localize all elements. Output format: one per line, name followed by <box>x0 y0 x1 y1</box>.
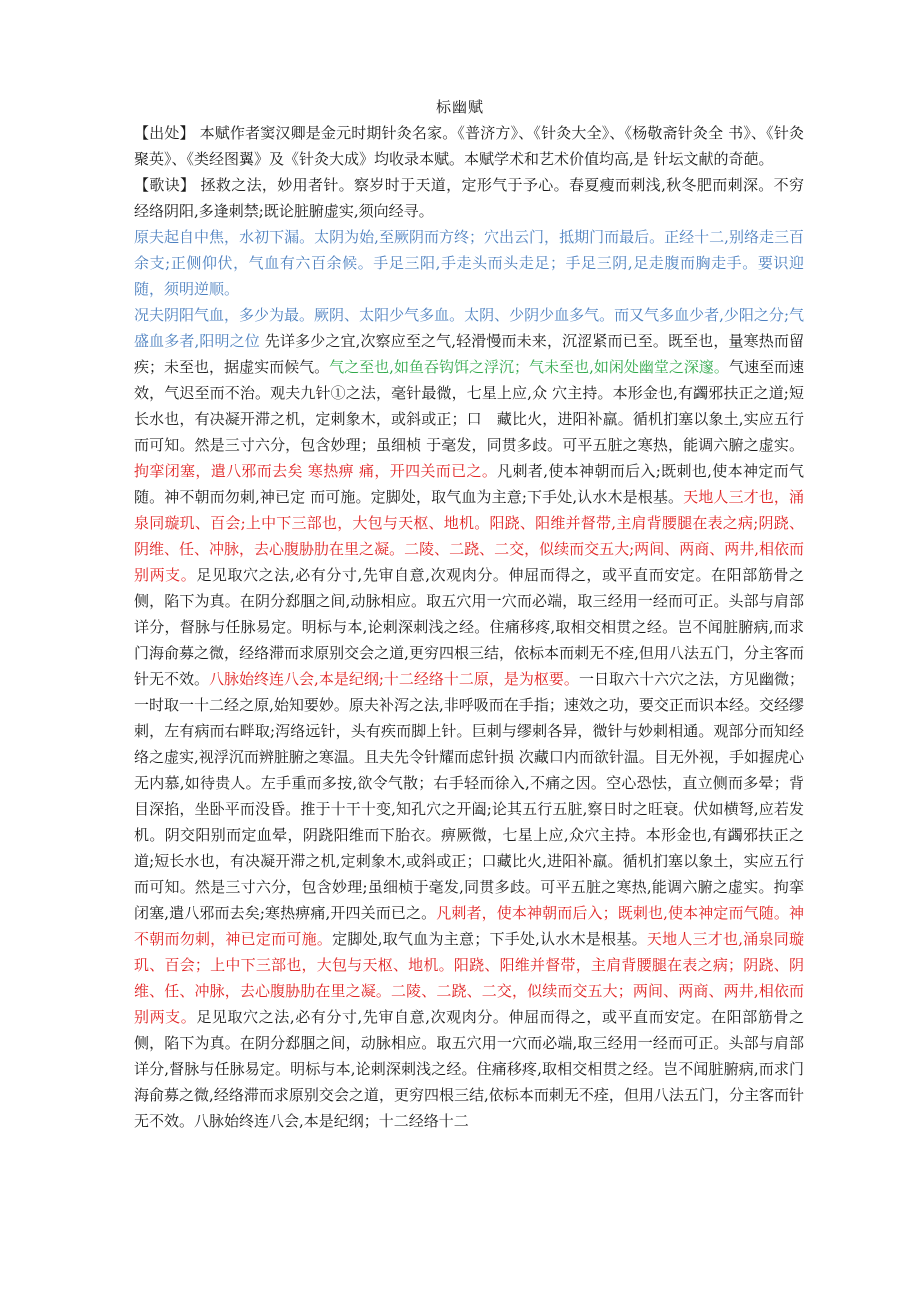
text-segment: 【出处】 本赋作者窦汉卿是金元时期针灸名家。《普济方》、《针灸大全》、《杨敬斋针灸全 书》、《针灸聚英》、《类经图翼》及《针灸大成》均收录本赋。本赋学术和艺术价值均高,是 针坛文献的奇葩。 <box>134 124 804 168</box>
text-segment: 气之至也,如鱼吞钩饵之浮沉；气未至也,如闲处幽堂之深邃。 <box>329 358 729 376</box>
paragraph <box>134 224 804 302</box>
text-segment: 天地人三才也,涌泉同璇玑、百会；上中下三部也，大包与天枢、地机。阳跷、阳维并督带，主肩背腰腿在表之病；阴跷、阴维、任、冲脉，去心腹胁肋在里之凝。二陵、二跷、二交，似续而交五大；两间、两商、两井,相依而别两支。 <box>134 930 804 1026</box>
text-segment: 拘挛闭塞，遣八邪而去矣 寒热痹 痛，开四关而已之。 <box>134 462 498 480</box>
text-segment: 凡刺者,使本神朝而后入;既刺也,使本神定而气随。神不朝而勿刺,神已定 而可施。定脚处，取气血为主意;下手处,认水木是根基。 <box>134 462 805 506</box>
text-segment: 先详多少之宜,次察应至之气,轻滑慢而未来，沉涩紧而已至。既至也，量寒热而留疾；未至也，据虚实而候气。 <box>134 332 804 376</box>
paragraph <box>134 120 804 172</box>
text-segment: 定脚处,取气血为主意；下手处,认水木是根基。 <box>332 930 647 948</box>
document-title: 标幽赋 <box>435 98 484 116</box>
text-segment: 天地人三才也，涌泉同璇玑、百会;上中下三部也，大包与天枢、地机。阳跷、阳维并督带,主肩背腰腿在表之病;阴跷、阴维、任、冲脉，去心腹胁肋在里之凝。二陵、二跷、二交，似续而交五大;两间、两商、两井,相依而别两支。 <box>134 488 804 584</box>
paragraph <box>134 172 804 224</box>
text-segment: 足见取穴之法,必有分寸,先审自意,次观肉分。伸屈而得之，或平直而安定。在阳部筋骨之侧，陷下为真。在阴分郄腘之间，动脉相应。取五穴用一穴而必端,取三经用一经而可正。头部与肩部详分,督脉与任脉易定。明标与本,论刺深刺浅之经。住痛移疼,取相交相贯之经。岂不闻脏腑病,而求门海俞募之微,经络滞而求原别交会之道，更穷四根三结,依标本而刺无不痊，但用八法五门，分主客而针无不效。八脉始终连八会,本是纪纲；十二经络十二 <box>134 1008 804 1130</box>
text-segment: 足见取穴之法,必有分寸,先审自意,次观肉分。伸屈而得之，或平直而安定。在阳部筋骨之侧，陷下为真。在阴分郄腘之间,动脉相应。取五穴用一穴而必端，取三经用一经而可正。头部与肩部详分，督脉与任脉易定。明标与本,论刺深刺浅之经。住痛移疼,取相交相贯之经。岂不闻脏腑病,而求门海俞募之微，经络滞而求原别交会之道,更穷四根三结，依标本而刺无不痊,但用八法五门，分主客而针无不效。 <box>134 566 804 688</box>
text-segment: 【歌诀】 拯救之法，妙用者针。察岁时于天道，定形气于予心。春夏瘦而刺浅,秋冬肥而刺深。不穷 经络阴阳,多逢刺禁;既论脏腑虚实,须向经寻。 <box>134 176 804 220</box>
text-segment: 原夫起自中焦，水初下漏。太阴为始,至厥阴而方终；穴出云门，抵期门而最后。正经十二,别络走三百余支;正侧仰伏，气血有六百余候。手足三阳,手走头而头走足；手足三阴,足走腹而胸走手。要识迎随，须明逆顺。 <box>134 228 804 298</box>
text-segment: 气速至而速效，气迟至而不治。观夫九针①之法，毫针最微，七星上应,众 穴主持。本形金也,有蠲邪扶正之道;短长水也，有决凝开滞之机，定刺象木，或斜或正；口 藏比火，进阳补羸。循机扪塞以象土,实应五行而可知。然是三寸六分，包含妙理；虽细桢 于毫发，同贯多歧。可平五脏之寒热，能调六腑之虚实。 <box>134 358 804 454</box>
text-segment: 凡刺者，使本神朝而后入；既刺也,使本神定而气随。神不朝而勿刺，神已定而可施。 <box>134 904 805 948</box>
text-segment: 况夫阴阳气血，多少为最。厥阴、太阳少气多血。太阴、少阴少血多气。而又气多血少者,少阳之分;气盛血多者,阳明之位 <box>134 306 804 350</box>
text-segment: 八脉始终连八会,本是纪纲;十二经络十二原，是为枢要。 <box>209 670 579 688</box>
paragraph <box>134 302 804 1134</box>
document-body <box>134 120 804 1134</box>
text-segment: 一日取六十六穴之法，方见幽微；一时取一十二经之原,始知要妙。原夫补泻之法,非呼吸而在手指；速效之功，要交正而识本经。交经缪刺，左有病而右畔取;泻络远针，头有疾而脚上针。巨刺与缪刺各异，微针与妙刺相通。观部分而知经络之虚实,视浮沉而辨脏腑之寒温。且夫先令针耀而虑针损 次藏口内而欲针温。目无外视，手如握虎心无内慕,如待贵人。左手重而多按,欲令气散；右手轻而徐入,不痛之因。空心恐怯，直立侧而多晕；背目深掐，坐卧平而没昏。推于十干十变,知孔穴之开阖;论其五行五脏,察日时之旺衰。伏如横弩,应若发机。阴交阳别而定血晕，阴跷阳维而下胎衣。痹厥微，七星上应,众穴主持。本形金也,有蠲邪扶正之道;短长水也，有决凝开滞之机,定刺象木,或斜或正；口藏比火,进阳补羸。循机扪塞以象土，实应五行而可知。然是三寸六分，包含妙理;虽细桢于毫发,同贯多歧。可平五脏之寒热,能调六腑之虚实。拘挛闭塞,遣八邪而去矣;寒热痹痛,开四关而已之。 <box>134 670 804 922</box>
